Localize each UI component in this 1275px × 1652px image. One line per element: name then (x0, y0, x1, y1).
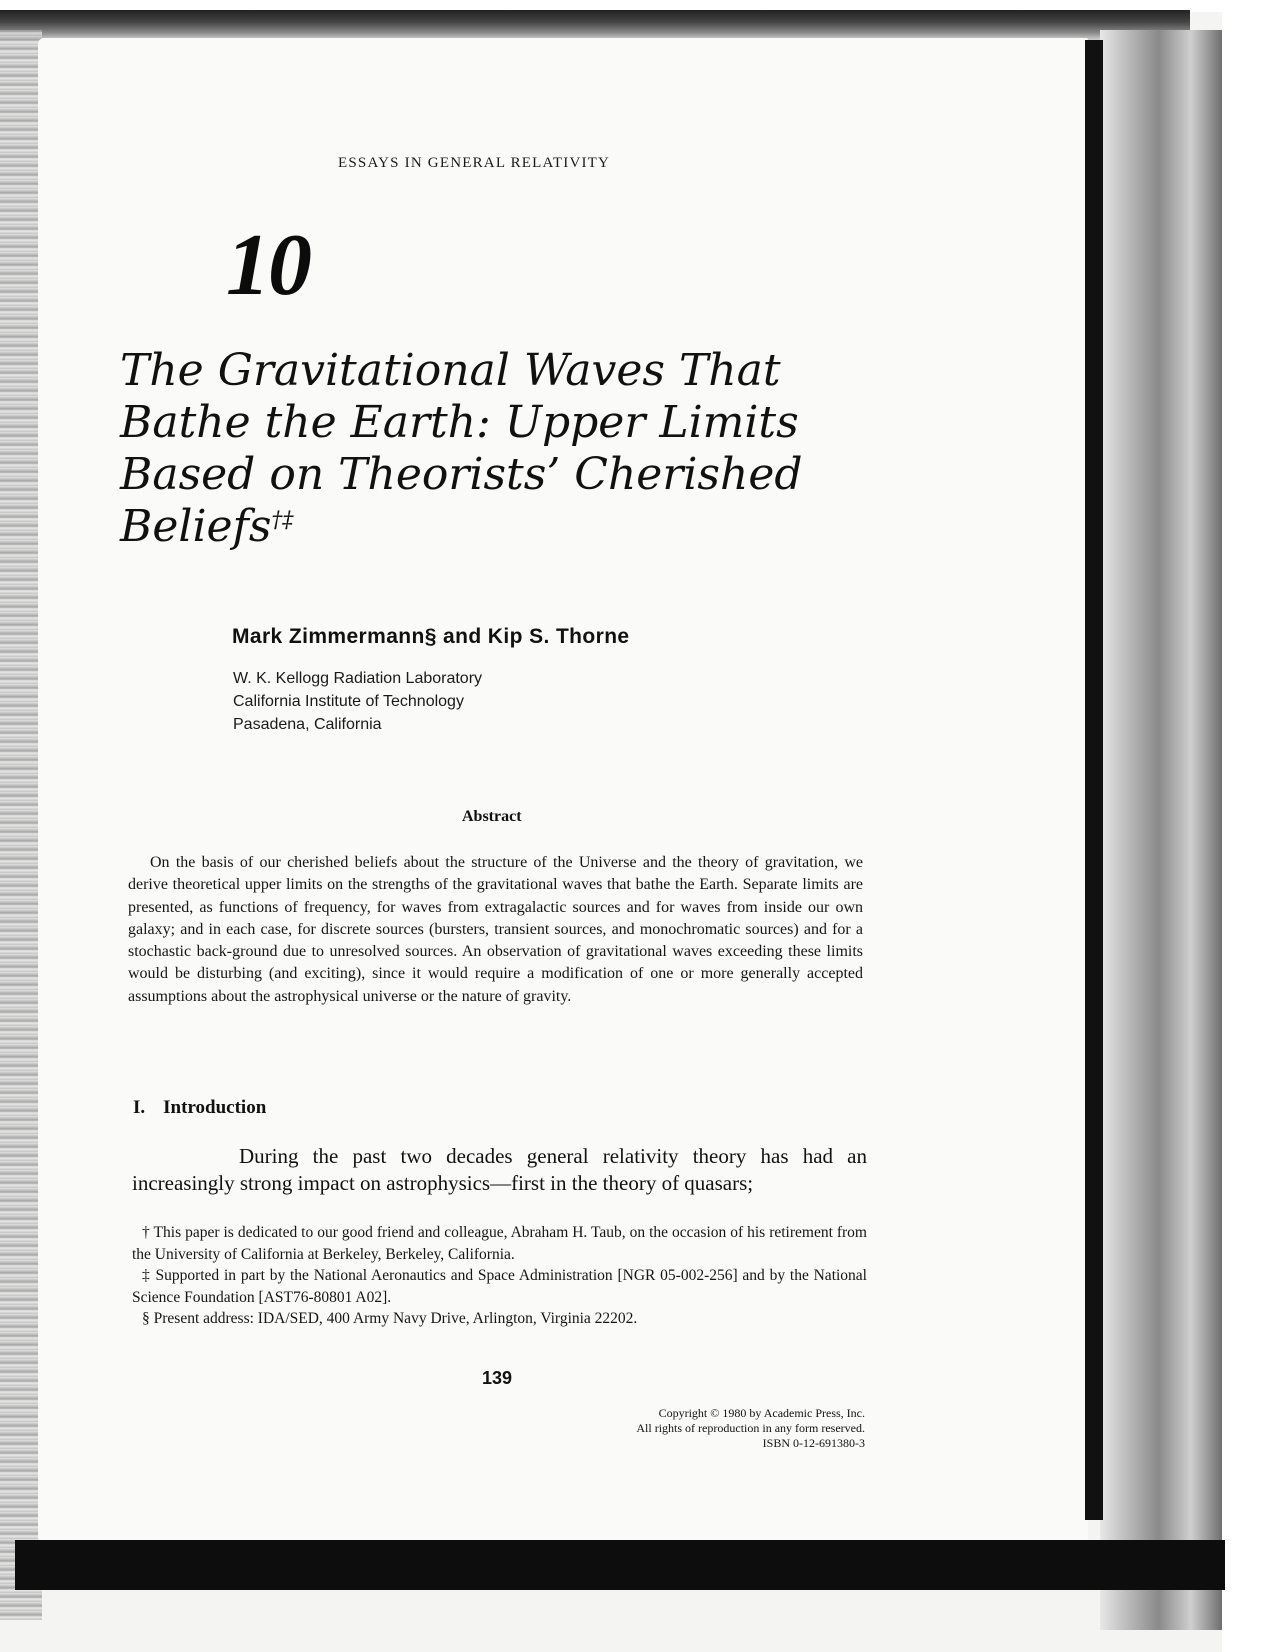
book-spine-shadow (1085, 40, 1103, 1520)
footnote-section: § Present address: IDA/SED, 400 Army Navy Drive, Arlington, Virginia 22202. (142, 1310, 638, 1327)
affiliation-line: California Institute of Technology (233, 693, 464, 710)
scan-bottom-shadow (15, 1540, 1225, 1590)
section-number: I. (133, 1097, 146, 1118)
affiliation-line: W. K. Kellogg Radiation Laboratory (233, 670, 483, 687)
running-head: ESSAYS IN GENERAL RELATIVITY (338, 155, 611, 171)
section-title: Introduction (163, 1097, 267, 1118)
page-number: 139 (482, 1368, 513, 1388)
authors: Mark Zimmermann§ and Kip S. Thorne (232, 625, 630, 648)
footnote-double-dagger: ‡ Supported in part by the National Aeronautics and Space Administration [NGR 05-002-256] and by the National Science Foundation [AST76-80801 A02]. (132, 1267, 867, 1306)
chapter-title-line: The Gravitational Waves That (120, 345, 781, 396)
scan-top-shadow (0, 10, 1190, 40)
chapter-title-line: Based on Theorists’ Cherished (120, 449, 803, 500)
abstract-heading: Abstract (462, 808, 522, 825)
scan-right-margin (1222, 0, 1275, 1652)
copyright-notice (560, 1406, 865, 1451)
affiliation (233, 667, 482, 736)
scan-left-edge (0, 30, 42, 1620)
footnote-dagger: † This paper is dedicated to our good friend and colleague, Abraham H. Taub, on the occasion of his retirement from the University of California at Berkeley, Berkeley, California. (132, 1224, 867, 1263)
chapter-title-line: Bathe the Earth: Upper Limits (120, 397, 799, 448)
chapter-title-footnote-marks: †‡ (271, 508, 294, 533)
scan-right-edge (1100, 30, 1230, 1630)
affiliation-line: Pasadena, California (233, 716, 382, 733)
copyright-line: ISBN 0-12-691380-3 (762, 1436, 865, 1450)
chapter-number: 10 (226, 217, 310, 314)
abstract-body: On the basis of our cherished beliefs about the structure of the Universe and the theory of gravitation, we derive theoretical upper limits on the strengths of the gravitational waves that bathe the Earth. Separate limits are presented, as functions of frequency, for waves from extragalactic sources and for waves from inside our own galaxy; and in each case, for discrete sources (bursters, transient sources, and monochromatic sources) and for a stochastic back-ground due to unresolved sources. An observation of gravitational waves exceeding these limits would be disturbing (and exciting), since it would require a modification of one or more generally accepted assumptions about the astrophysical universe or the nature of gravity. (128, 854, 863, 1005)
introduction-body: During the past two decades general relativity theory has had an increasingly strong impact on astrophysics—first in the theory of quasars; (132, 1144, 867, 1195)
chapter-title (120, 345, 820, 553)
chapter-title-line (120, 501, 820, 553)
chapter-title-last-word: Beliefs (120, 501, 272, 552)
section-heading-introduction (133, 1097, 266, 1119)
footnotes (132, 1222, 867, 1330)
copyright-line: All rights of reproduction in any form reserved. (636, 1421, 865, 1435)
copyright-line: Copyright © 1980 by Academic Press, Inc. (658, 1406, 865, 1420)
